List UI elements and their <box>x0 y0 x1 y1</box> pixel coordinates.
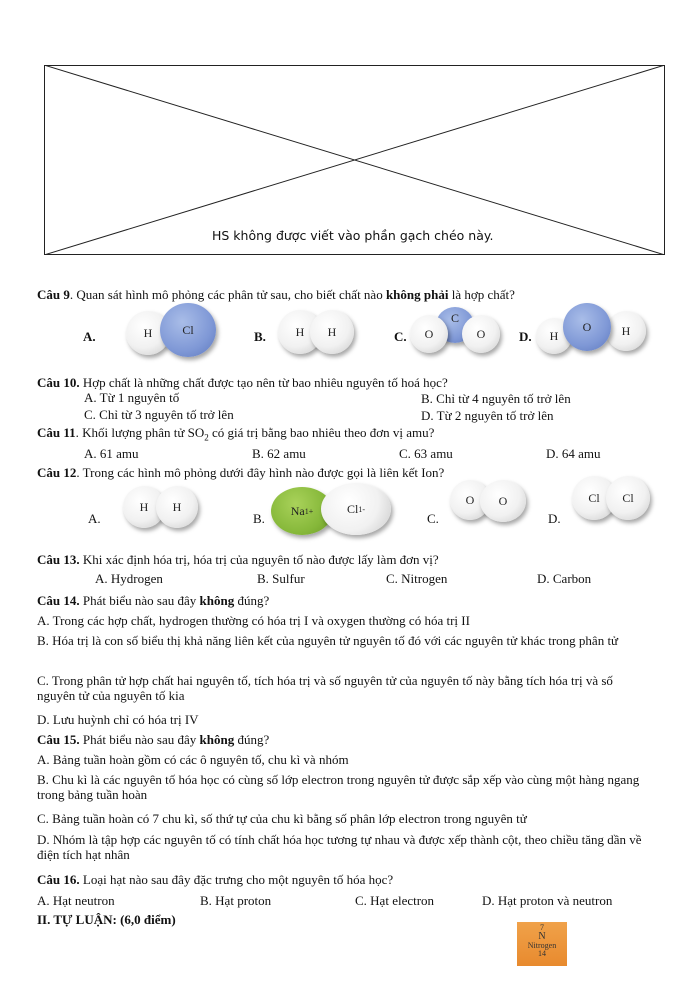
atom-h: H <box>156 486 198 528</box>
q12-option-b-letter: B. <box>253 511 265 526</box>
atom-cl: Cl <box>606 476 650 520</box>
atom-h: H <box>606 311 646 351</box>
q16-option-c: C. Hạt electron <box>355 893 435 908</box>
q10-option-d: D. Từ 2 nguyên tố trở lên <box>421 408 554 423</box>
q13-option-d: D. Carbon <box>537 571 592 586</box>
atom-cl: Cl <box>160 303 216 357</box>
atom-h: H <box>310 310 354 354</box>
q11-option-b: B. 62 amu <box>252 446 306 461</box>
element-card-nitrogen: 7 N Nitrogen 14 <box>517 922 567 966</box>
q9-option-a-letter: A. <box>83 329 96 344</box>
atom-h: H <box>278 310 322 354</box>
question-13: Câu 13. Khi xác định hóa trị, hóa trị của nguyên tố nào được lấy làm đơn vị? <box>37 552 439 567</box>
atom-o: O <box>480 480 526 522</box>
q9-option-d-letter: D. <box>519 329 532 344</box>
q12-option-c-letter: C. <box>427 511 439 526</box>
q16-option-d: D. Hạt proton và neutron <box>482 893 613 908</box>
atom-o: O <box>462 315 500 353</box>
q14-option-a: A. Trong các hợp chất, hydrogen thường có hóa trị I và oxygen thường có hóa trị II <box>37 613 470 628</box>
q13-option-b: B. Sulfur <box>257 571 305 586</box>
q12-option-d-letter: D. <box>548 511 561 526</box>
question-15: Câu 15. Phát biểu nào sau đây không đúng? <box>37 732 270 747</box>
atom-h: H <box>126 311 170 355</box>
section-heading: II. TỰ LUẬN: (6,0 điểm) <box>37 912 176 927</box>
q15-option-d: D. Nhóm là tập hợp các nguyên tố có tính chất hóa học tương tự nhau và được xếp thành cột, theo chiều tăng dần về điện tích hạt nhân <box>37 832 642 862</box>
q12-option-a-letter: A. <box>88 511 101 526</box>
q9-option-c-letter: C. <box>394 329 407 344</box>
q14-option-d: D. Lưu huỳnh chỉ có hóa trị IV <box>37 712 199 727</box>
atom-o: O <box>450 480 490 520</box>
q16-option-a: A. Hạt neutron <box>37 893 115 908</box>
q9-option-b-letter: B. <box>254 329 266 344</box>
q11-option-d: D. 64 amu <box>546 446 601 461</box>
q13-option-c: C. Nitrogen <box>386 571 448 586</box>
atom-c: C <box>436 307 474 343</box>
q10-option-b: B. Chỉ từ 4 nguyên tố trở lên <box>421 391 571 406</box>
q15-option-a: A. Bảng tuần hoàn gồm có các ô nguyên tố, chu kì và nhóm <box>37 752 349 767</box>
q14-option-b: B. Hóa trị là con số biểu thị khả năng liên kết của nguyên tử nguyên tố đó với các nguyên tử khác trong phân tử <box>37 633 619 648</box>
atom-o: O <box>563 303 611 351</box>
q11-option-a: A. 61 amu <box>84 446 139 461</box>
q9-label: Câu 9 <box>37 287 70 302</box>
crossed-box <box>44 65 665 255</box>
q10-option-a: A. Từ 1 nguyên tố <box>84 390 180 405</box>
atom-o: O <box>410 315 448 353</box>
box-note: HS không được viết vào phần gạch chéo này. <box>212 228 494 243</box>
q13-option-a: A. Hydrogen <box>95 571 163 586</box>
question-12: Câu 12. Trong các hình mô phỏng dưới đây hình nào được gọi là liên kết Ion? <box>37 465 445 480</box>
atom-h: H <box>123 486 165 528</box>
q14-option-c: C. Trong phân tử hợp chất hai nguyên tố, tích hóa trị và số nguyên tử của nguyên tố này bằng tích hóa trị và số nguyên tử của nguyên tố kia <box>37 673 613 703</box>
q15-option-c: C. Bảng tuần hoàn có 7 chu kì, số thứ tự của chu kì bằng số phân lớp electron trong nguyên tử <box>37 811 527 826</box>
atom-cl: Cl 1- <box>321 483 391 535</box>
question-9: Câu 9. Quan sát hình mô phỏng các phân tử sau, cho biết chất nào không phải là hợp chất? <box>37 287 515 302</box>
q11-option-c: C. 63 amu <box>399 446 453 461</box>
q16-option-b: B. Hạt proton <box>200 893 272 908</box>
atom-h: H <box>536 318 572 354</box>
q15-option-b: B. Chu kì là các nguyên tố hóa học có cùng số lớp electron trong nguyên tử được sắp xếp vào cùng một hàng ngang trong bảng tuần hoàn <box>37 772 640 802</box>
question-11: Câu 11. Khối lượng phân tử $SO_2$ có giá trị bằng bao nhiêu theo đơn vị amu? <box>37 425 435 443</box>
atom-na: Na 1+ <box>271 487 333 535</box>
question-14: Câu 14. Phát biểu nào sau đây không đúng? <box>37 593 270 608</box>
question-16: Câu 16. Loại hạt nào sau đây đặc trưng cho một nguyên tố hóa học? <box>37 872 394 887</box>
atom-cl: Cl <box>572 476 616 520</box>
question-10: Câu 10. Hợp chất là những chất được tạo nên từ bao nhiêu nguyên tố hoá học? <box>37 375 448 390</box>
q10-option-c: C. Chỉ từ 3 nguyên tố trở lên <box>84 407 234 422</box>
